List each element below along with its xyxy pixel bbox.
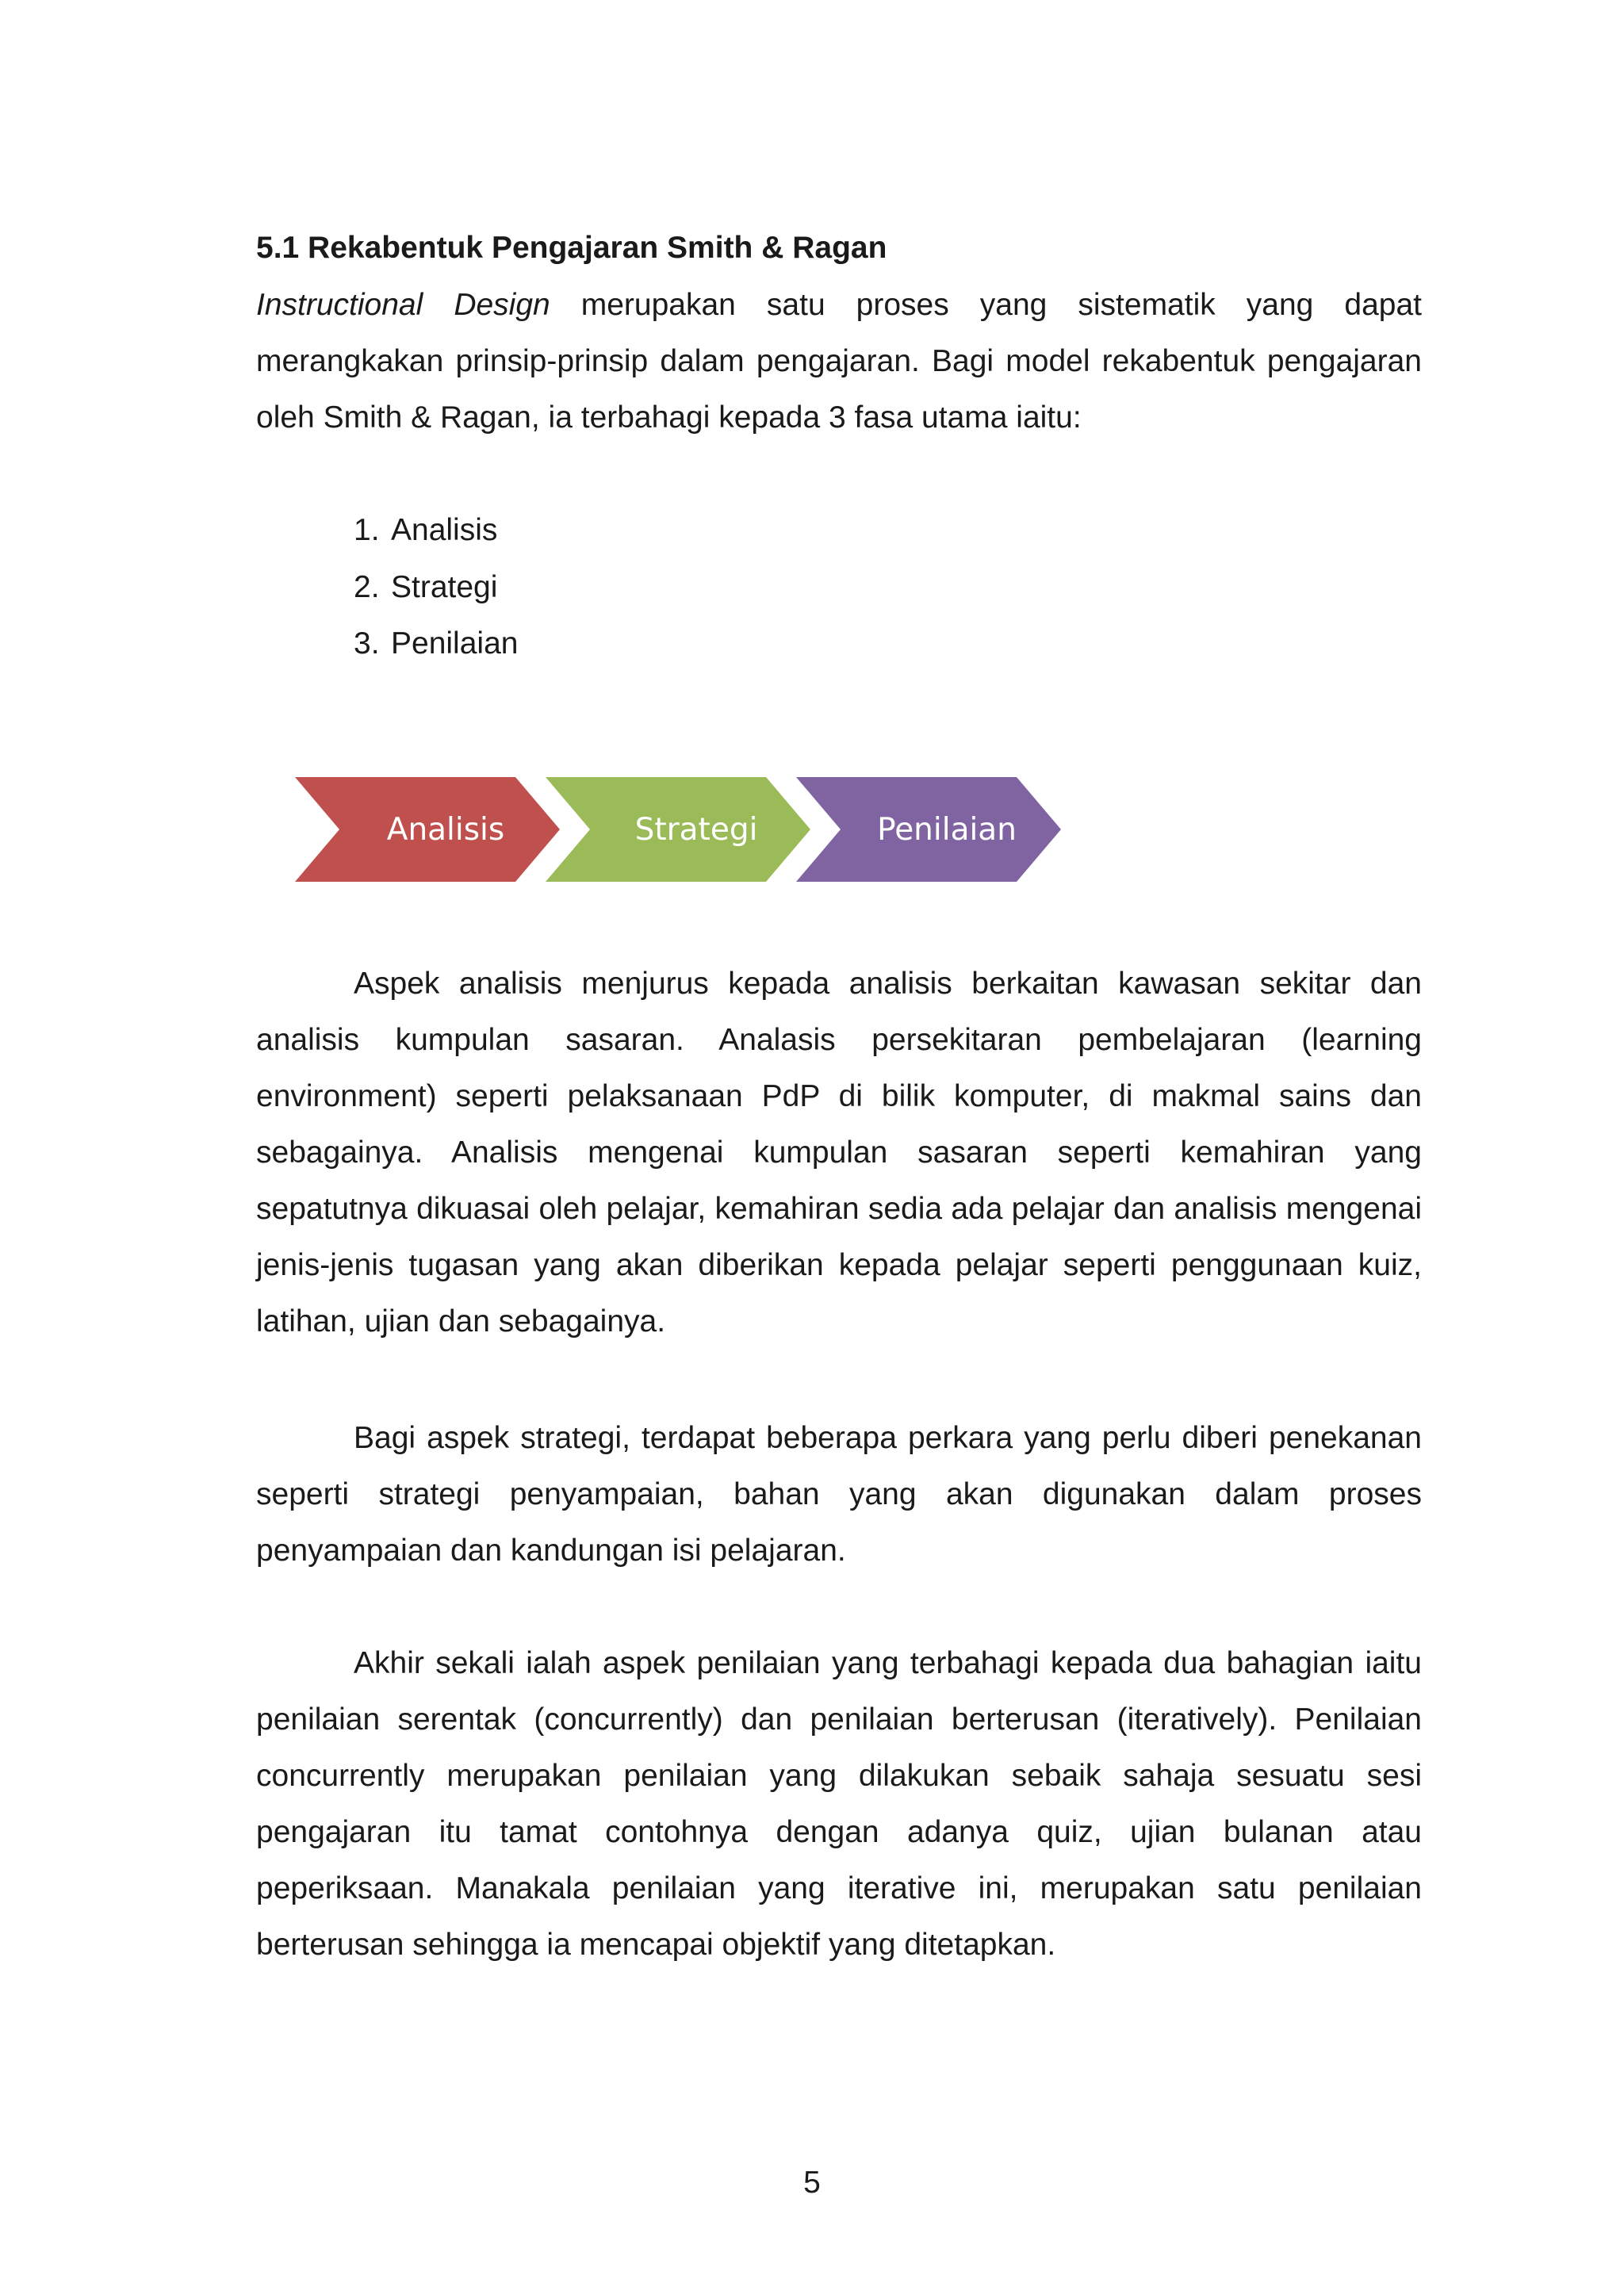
intro-paragraph [256, 277, 1422, 446]
intro-text: merupakan satu proses yang sistematik yang dapat merangkakan prinsip-prinsip dalam pengajaran. Bagi model rekabentuk pengajaran oleh Smith & Ragan, ia terbahagi kepada 3 fasa utama iaitu: [256, 288, 1422, 435]
chevron-strategi [546, 777, 810, 882]
instructional-design-term: Instructional Design [256, 288, 550, 322]
chevron-analisis [295, 777, 560, 882]
list-item: 2. Strategi [354, 569, 498, 604]
chevron-label: Analisis [386, 812, 505, 848]
chevron-label: Strategi [634, 812, 758, 848]
strategi-paragraph: Bagi aspek strategi, terdapat beberapa perkara yang perlu diberi penekanan seperti strategi penyampaian, bahan yang akan digunakan dalam proses penyampaian dan kandungan isi pelajaran. [256, 1421, 1422, 1568]
chevron-label: Penilaian [877, 812, 1017, 848]
chevron-penilaian [796, 777, 1061, 882]
phases-chevron-diagram [293, 774, 1071, 885]
section-heading: 5.1 Rekabentuk Pengajaran Smith & Ragan [256, 231, 887, 265]
phases-list [354, 502, 518, 672]
penilaian-paragraph: Akhir sekali ialah aspek penilaian yang terbahagi kepada dua bahagian iaitu penilaian serentak (concurrently) dan penilaian berterusan (iteratively). Penilaian concurrently merupakan penilaian yang dilakukan sebaik sahaja sesuatu sesi pengajaran itu tamat contohnya dengan adanya quiz, ujian bulanan atau peperiksaan. Manakala penilaian yang iterative ini, merupakan satu penilaian berterusan sehingga ia mencapai objektif yang ditetapkan. [256, 1646, 1422, 1962]
list-item: 1. Analisis [354, 513, 498, 547]
list-item: 3. Penilaian [354, 626, 519, 661]
page-number: 5 [803, 2166, 821, 2200]
analisis-paragraph: Aspek analisis menjurus kepada analisis berkaitan kawasan sekitar dan analisis kumpulan sasaran. Analasis persekitaran pembelajaran (learning environment) seperti pelaksanaan PdP di bilik komputer, di makmal sains dan sebagainya. Analisis mengenai kumpulan sasaran seperti kemahiran yang sepatutnya dikuasai oleh pelajar, kemahiran sedia ada pelajar dan analisis mengenai jenis-jenis tugasan yang akan diberikan kepada pelajar seperti penggunaan kuiz, latihan, ujian dan sebagainya. [256, 967, 1422, 1338]
